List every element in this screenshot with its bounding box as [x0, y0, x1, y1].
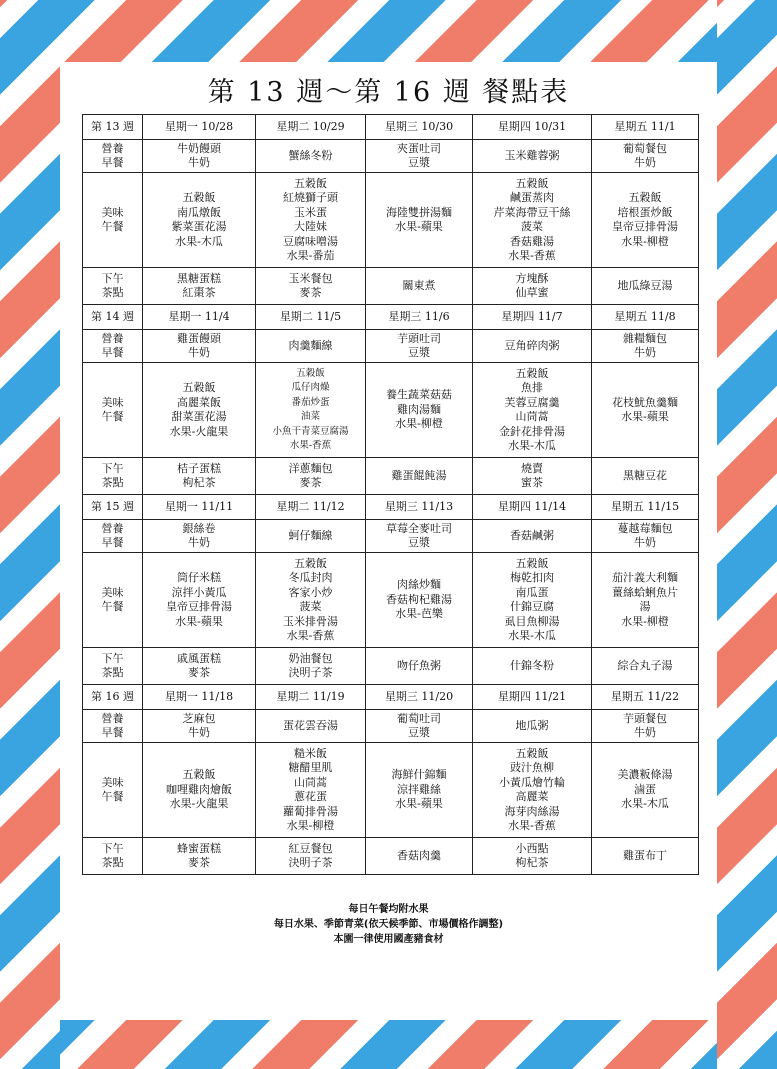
menu-item: 決明子茶	[288, 666, 333, 679]
menu-item: 紫菜蛋花湯	[171, 220, 227, 233]
snack-cell	[592, 648, 699, 685]
menu-item: 下午	[101, 841, 124, 855]
menu-item: 銀絲卷	[182, 521, 216, 535]
breakfast-cell	[473, 520, 592, 553]
meal-label	[83, 743, 143, 838]
menu-item: 蜂蜜蛋糕	[177, 841, 221, 855]
menu-item: 水果-柳橙	[621, 614, 669, 628]
menu-item: 香菇枸杞雞湯	[386, 592, 452, 606]
menu-item: 牛奶	[188, 726, 210, 739]
day-header: 星期四 11/14	[473, 495, 592, 520]
menu-item: 玉米排骨湯	[283, 614, 338, 628]
menu-item: 梅乾扣肉	[510, 571, 554, 584]
menu-item: 山茼蒿	[515, 410, 549, 423]
menu-item: 高麗菜	[515, 790, 549, 803]
menu-item: 魚排	[521, 381, 543, 394]
day-header: 星期一 10/28	[143, 115, 256, 140]
menu-item: 方塊酥	[515, 271, 549, 285]
menu-item: 牛奶	[634, 726, 656, 739]
menu-item: 午餐	[101, 220, 124, 233]
menu-item: 麥茶	[188, 856, 210, 869]
menu-item: 糖醋里肌	[288, 761, 333, 774]
snack-cell	[366, 648, 473, 685]
menu-item: 水果-蘋果	[621, 410, 669, 423]
menu-item: 營養	[101, 521, 124, 535]
menu-item: 下午	[101, 271, 124, 285]
snack-row	[83, 268, 699, 305]
breakfast-row	[83, 140, 699, 173]
breakfast-cell	[143, 140, 256, 173]
menu-item: 海芽肉絲湯	[504, 804, 560, 818]
menu-item: 海陸雙拼湯麵	[386, 205, 452, 219]
airmail-border-left	[0, 0, 60, 1069]
snack-cell	[473, 268, 592, 305]
menu-item: 玉米雞蓉粥	[504, 148, 560, 162]
menu-item: 雞蛋饅頭	[177, 331, 221, 345]
day-header: 星期二 11/12	[256, 495, 366, 520]
menu-item: 黑糖豆花	[623, 468, 667, 482]
menu-item: 肉絲炒麵	[397, 578, 441, 592]
snack-cell	[592, 458, 699, 495]
menu-item: 午餐	[101, 410, 124, 423]
breakfast-cell	[366, 140, 473, 173]
meal-schedule-table	[82, 114, 699, 875]
menu-item: 滷蛋	[634, 782, 656, 796]
menu-item: 草莓全麥吐司	[386, 521, 452, 535]
menu-item: 水果-木瓜	[508, 439, 556, 452]
menu-item: 南瓜蛋	[515, 585, 549, 599]
menu-item: 小西點	[515, 841, 549, 855]
menu-item: 關東煮	[402, 278, 436, 292]
menu-item: 瓜仔肉燥	[291, 382, 330, 393]
menu-item: 早餐	[101, 726, 124, 739]
menu-item: 桔子蛋糕	[177, 461, 221, 475]
lunch-row	[83, 173, 699, 268]
menu-item: 紅棗茶	[182, 286, 216, 299]
menu-item: 五穀飯	[294, 556, 327, 570]
menu-item: 五穀飯	[182, 768, 216, 782]
snack-cell	[143, 268, 256, 305]
breakfast-cell	[256, 520, 366, 553]
footer-line: 每日水果、季節青菜(依天候季節、市場價格作調整)	[273, 919, 504, 930]
menu-item: 豉汁魚柳	[510, 761, 554, 774]
menu-item: 菠菜	[299, 600, 322, 613]
menu-item: 美味	[101, 775, 124, 789]
lunch-cell	[256, 743, 366, 838]
menu-item: 早餐	[101, 346, 124, 359]
menu-item: 麥茶	[299, 286, 322, 299]
lunch-cell	[256, 553, 366, 648]
breakfast-row	[83, 330, 699, 363]
menu-item: 葡萄餐包	[623, 141, 667, 155]
lunch-cell	[143, 743, 256, 838]
menu-item: 豆漿	[408, 156, 430, 169]
menu-item: 香菇肉羹	[397, 848, 441, 862]
menu-item: 虱目魚柳湯	[504, 614, 560, 628]
menu-item: 水果-火龍果	[169, 424, 229, 438]
breakfast-cell	[592, 520, 699, 553]
menu-item: 小魚干青菜豆腐湯	[272, 425, 349, 437]
day-header: 星期四 10/31	[473, 115, 592, 140]
lunch-row	[83, 363, 699, 458]
snack-cell	[473, 838, 592, 875]
menu-item: 水果-香蕉	[286, 629, 335, 642]
menu-item: 蛋花雲吞湯	[283, 718, 338, 732]
meal-label	[83, 648, 143, 685]
menu-item: 蟹絲冬粉	[288, 148, 333, 162]
menu-item: 蘿蔔排骨湯	[283, 804, 338, 818]
snack-cell	[366, 268, 473, 305]
week-header-row	[83, 305, 699, 330]
menu-item: 燒賣	[521, 461, 543, 475]
menu-item: 枸杞茶	[515, 856, 549, 869]
menu-item: 奶油餐包	[288, 651, 333, 665]
day-header: 星期五 11/8	[592, 305, 699, 330]
day-header: 星期三 11/6	[366, 305, 473, 330]
menu-item: 五穀飯	[182, 381, 216, 394]
menu-item: 冬瓜封肉	[288, 571, 333, 584]
day-header: 星期三 11/20	[366, 685, 473, 710]
lunch-cell	[592, 553, 699, 648]
menu-item: 海鮮什錦麵	[391, 768, 447, 782]
menu-item: 水果-火龍果	[169, 797, 229, 811]
lunch-cell	[473, 743, 592, 838]
week-label: 第 14 週	[83, 305, 143, 330]
menu-item: 芋頭餐包	[623, 711, 667, 725]
breakfast-cell	[366, 710, 473, 743]
menu-item: 甜菜蛋花湯	[171, 410, 227, 423]
menu-item: 葡萄吐司	[397, 711, 441, 725]
breakfast-cell	[143, 710, 256, 743]
menu-item: 雞蛋餛飩湯	[391, 468, 447, 482]
menu-item: 戚風蛋糕	[177, 651, 221, 665]
snack-cell	[143, 838, 256, 875]
menu-item: 地瓜綠豆湯	[617, 278, 673, 292]
lunch-cell	[143, 363, 256, 458]
menu-item: 牛奶	[634, 536, 656, 549]
menu-item: 什錦冬粉	[510, 658, 554, 672]
menu-item: 高麗菜飯	[177, 395, 221, 409]
footer-line: 每日午餐均附水果	[348, 904, 429, 915]
day-header: 星期一 11/4	[143, 305, 256, 330]
day-header: 星期五 11/15	[592, 495, 699, 520]
snack-cell	[592, 838, 699, 875]
menu-item: 筒仔米糕	[177, 571, 221, 584]
lunch-row	[83, 553, 699, 648]
menu-item: 洋蔥麵包	[288, 461, 333, 475]
menu-item: 麥茶	[299, 476, 322, 489]
menu-item: 茶點	[101, 856, 124, 869]
snack-cell	[473, 648, 592, 685]
week-header-row	[83, 495, 699, 520]
menu-item: 營養	[101, 331, 124, 345]
meal-label	[83, 553, 143, 648]
menu-item: 午餐	[101, 790, 124, 803]
snack-cell	[256, 458, 366, 495]
menu-item: 牛奶	[188, 346, 210, 359]
lunch-cell	[366, 743, 473, 838]
menu-item: 早餐	[101, 536, 124, 549]
week-header-row	[83, 115, 699, 140]
day-header: 星期二 10/29	[256, 115, 366, 140]
breakfast-row	[83, 520, 699, 553]
menu-item: 玉米蛋	[294, 205, 327, 219]
menu-item: 芝麻包	[182, 711, 216, 725]
airmail-border-top	[0, 0, 777, 62]
lunch-cell	[592, 743, 699, 838]
snack-row	[83, 458, 699, 495]
snack-cell	[592, 268, 699, 305]
breakfast-row	[83, 710, 699, 743]
menu-item: 涼拌雞絲	[397, 782, 441, 796]
menu-item: 番茄炒蛋	[291, 396, 330, 408]
week-header-row	[83, 685, 699, 710]
menu-item: 美味	[101, 395, 124, 409]
menu-item: 枸杞茶	[182, 476, 216, 489]
menu-item: 水果-蘋果	[395, 797, 443, 811]
breakfast-cell	[473, 140, 592, 173]
menu-item: 薑絲蛤蜊魚片	[612, 585, 678, 599]
menu-item: 地瓜粥	[515, 718, 549, 732]
breakfast-cell	[592, 710, 699, 743]
menu-item: 水果-柳橙	[621, 234, 669, 248]
breakfast-cell	[592, 330, 699, 363]
breakfast-cell	[143, 330, 256, 363]
menu-item: 下午	[101, 651, 124, 665]
breakfast-cell	[143, 520, 256, 553]
snack-cell	[256, 268, 366, 305]
footer-line: 本園一律使用國產豬食材	[333, 934, 444, 945]
footer-notes	[60, 902, 717, 947]
menu-item: 決明子茶	[288, 856, 333, 869]
week-label: 第 16 週	[83, 685, 143, 710]
snack-row	[83, 838, 699, 875]
snack-row	[83, 648, 699, 685]
menu-item: 水果-番茄	[286, 249, 335, 262]
menu-item: 牛奶	[634, 346, 656, 359]
menu-item: 鹹蛋蒸肉	[510, 191, 554, 204]
airmail-border-right	[717, 0, 777, 1069]
day-header: 星期三 10/30	[366, 115, 473, 140]
menu-item: 油菜	[300, 411, 320, 422]
menu-item: 菠菜	[521, 220, 543, 233]
menu-item: 水果-香蕉	[289, 440, 332, 451]
menu-item: 牛奶	[188, 156, 210, 169]
snack-cell	[256, 648, 366, 685]
menu-item: 麥茶	[188, 666, 210, 679]
menu-item: 南瓜燉飯	[177, 205, 221, 219]
menu-item: 豆角碎肉粥	[504, 338, 560, 352]
meal-label	[83, 173, 143, 268]
meal-label	[83, 140, 143, 173]
breakfast-cell	[473, 710, 592, 743]
menu-item: 五穀飯	[182, 191, 216, 204]
menu-item: 肉羹麵線	[288, 338, 333, 352]
menu-item: 茶點	[101, 476, 124, 489]
lunch-cell	[366, 173, 473, 268]
breakfast-cell	[256, 140, 366, 173]
menu-item: 綜合丸子湯	[617, 658, 673, 672]
menu-item: 糙米飯	[294, 746, 327, 760]
breakfast-cell	[366, 330, 473, 363]
menu-item: 水果-柳橙	[286, 819, 335, 832]
menu-item: 五穀飯	[294, 176, 327, 190]
snack-cell	[256, 838, 366, 875]
menu-item: 茶點	[101, 666, 124, 679]
menu-item: 山茼蒿	[294, 775, 327, 789]
day-header: 星期二 11/19	[256, 685, 366, 710]
menu-item: 水果-木瓜	[621, 797, 669, 811]
menu-item: 花枝魷魚羹麵	[612, 395, 678, 409]
menu-item: 雞肉湯麵	[397, 402, 441, 416]
menu-item: 養生蔬菜菇菇	[386, 388, 452, 402]
lunch-cell	[256, 363, 366, 458]
menu-item: 吻仔魚粥	[397, 658, 441, 672]
menu-item: 培根蛋炒飯	[617, 205, 673, 219]
menu-item: 牛奶	[634, 156, 656, 169]
day-header: 星期一 11/11	[143, 495, 256, 520]
menu-item: 什錦豆腐	[510, 600, 554, 613]
menu-item: 下午	[101, 461, 124, 475]
meal-label	[83, 520, 143, 553]
menu-item: 蔓越莓麵包	[617, 521, 673, 535]
menu-item: 水果-香蕉	[508, 249, 556, 262]
menu-item: 五穀飯	[515, 366, 549, 380]
meal-label	[83, 458, 143, 495]
day-header: 星期四 11/7	[473, 305, 592, 330]
lunch-cell	[473, 553, 592, 648]
lunch-cell	[366, 553, 473, 648]
menu-item: 五穀飯	[296, 367, 325, 379]
menu-item: 皇帝豆排骨湯	[612, 220, 678, 233]
menu-item: 水果-木瓜	[508, 629, 556, 642]
menu-item: 營養	[101, 141, 124, 155]
menu-item: 水果-香蕉	[508, 819, 556, 832]
menu-item: 茄汁義大利麵	[612, 571, 678, 584]
menu-item: 水果-蘋果	[395, 220, 443, 233]
menu-item: 豆漿	[408, 536, 430, 549]
menu-item: 美濃粄條湯	[617, 768, 673, 782]
menu-item: 五穀飯	[628, 191, 662, 204]
menu-item: 大陸妹	[294, 220, 327, 233]
menu-item: 五穀飯	[515, 746, 549, 760]
menu-item: 咖哩雞肉燴飯	[166, 782, 232, 796]
menu-item: 茶點	[101, 286, 124, 299]
meal-label	[83, 268, 143, 305]
menu-item: 玉米餐包	[288, 271, 333, 285]
snack-cell	[366, 838, 473, 875]
meal-label	[83, 363, 143, 458]
menu-item: 芋頭吐司	[397, 331, 441, 345]
menu-item: 涼拌小黃瓜	[171, 585, 227, 599]
menu-item: 小黃瓜燴竹輪	[499, 775, 565, 789]
lunch-cell	[143, 173, 256, 268]
week-label: 第 13 週	[83, 115, 143, 140]
breakfast-cell	[473, 330, 592, 363]
menu-item: 香菇雞湯	[510, 234, 554, 248]
breakfast-cell	[256, 710, 366, 743]
breakfast-cell	[592, 140, 699, 173]
meal-label	[83, 330, 143, 363]
lunch-cell	[473, 363, 592, 458]
menu-item: 皇帝豆排骨湯	[166, 600, 232, 613]
airmail-border-bottom	[0, 1020, 777, 1069]
snack-cell	[143, 648, 256, 685]
snack-cell	[473, 458, 592, 495]
menu-item: 仙草蜜	[515, 286, 549, 299]
breakfast-cell	[366, 520, 473, 553]
menu-item: 金針花排骨湯	[499, 424, 565, 438]
menu-item: 黑糖蛋糕	[177, 271, 221, 285]
menu-item: 豆漿	[408, 726, 430, 739]
lunch-cell	[592, 173, 699, 268]
menu-item: 芙蓉豆腐羹	[504, 395, 560, 409]
lunch-row	[83, 743, 699, 838]
snack-cell	[143, 458, 256, 495]
week-label: 第 15 週	[83, 495, 143, 520]
menu-item: 午餐	[101, 600, 124, 613]
menu-item: 豆腐味噌湯	[283, 234, 338, 248]
lunch-cell	[256, 173, 366, 268]
day-header: 星期一 11/18	[143, 685, 256, 710]
lunch-cell	[143, 553, 256, 648]
menu-item: 五穀飯	[515, 176, 549, 190]
menu-item: 雜糧麵包	[623, 331, 667, 345]
menu-item: 夾蛋吐司	[397, 141, 441, 155]
menu-item: 香菇鹹粥	[510, 528, 554, 542]
page-title: 第 13 週～第 16 週 餐點表	[207, 77, 570, 108]
menu-item: 豆漿	[408, 346, 430, 359]
breakfast-cell	[256, 330, 366, 363]
menu-item: 蚵仔麵線	[288, 528, 333, 542]
meal-label	[83, 838, 143, 875]
menu-item: 蜜茶	[521, 476, 543, 489]
menu-item: 芹菜海帶豆干絲	[493, 205, 571, 219]
menu-item: 水果-柳橙	[395, 417, 443, 431]
menu-item: 五穀飯	[515, 556, 549, 570]
day-header: 星期三 11/13	[366, 495, 473, 520]
menu-item: 水果-木瓜	[175, 234, 223, 248]
lunch-cell	[592, 363, 699, 458]
lunch-cell	[366, 363, 473, 458]
menu-item: 水果-芭樂	[395, 607, 443, 621]
snack-cell	[366, 458, 473, 495]
day-header: 星期五 11/22	[592, 685, 699, 710]
menu-item: 牛奶饅頭	[177, 141, 221, 155]
menu-item: 早餐	[101, 156, 124, 169]
menu-item: 紅豆餐包	[288, 841, 333, 855]
menu-item: 湯	[639, 600, 651, 613]
day-header: 星期二 11/5	[256, 305, 366, 330]
menu-item: 雞蛋布丁	[623, 848, 667, 862]
menu-item: 美味	[101, 585, 124, 599]
menu-item: 蔥花蛋	[294, 790, 327, 803]
menu-item: 牛奶	[188, 536, 210, 549]
lunch-cell	[473, 173, 592, 268]
menu-item: 美味	[101, 205, 124, 219]
menu-item: 水果-蘋果	[175, 614, 223, 628]
meal-label	[83, 710, 143, 743]
menu-item: 客家小炒	[288, 585, 333, 599]
day-header: 星期五 11/1	[592, 115, 699, 140]
menu-sheet	[60, 62, 717, 960]
day-header: 星期四 11/21	[473, 685, 592, 710]
menu-item: 紅燒獅子頭	[283, 191, 338, 204]
menu-item: 營養	[101, 711, 124, 725]
